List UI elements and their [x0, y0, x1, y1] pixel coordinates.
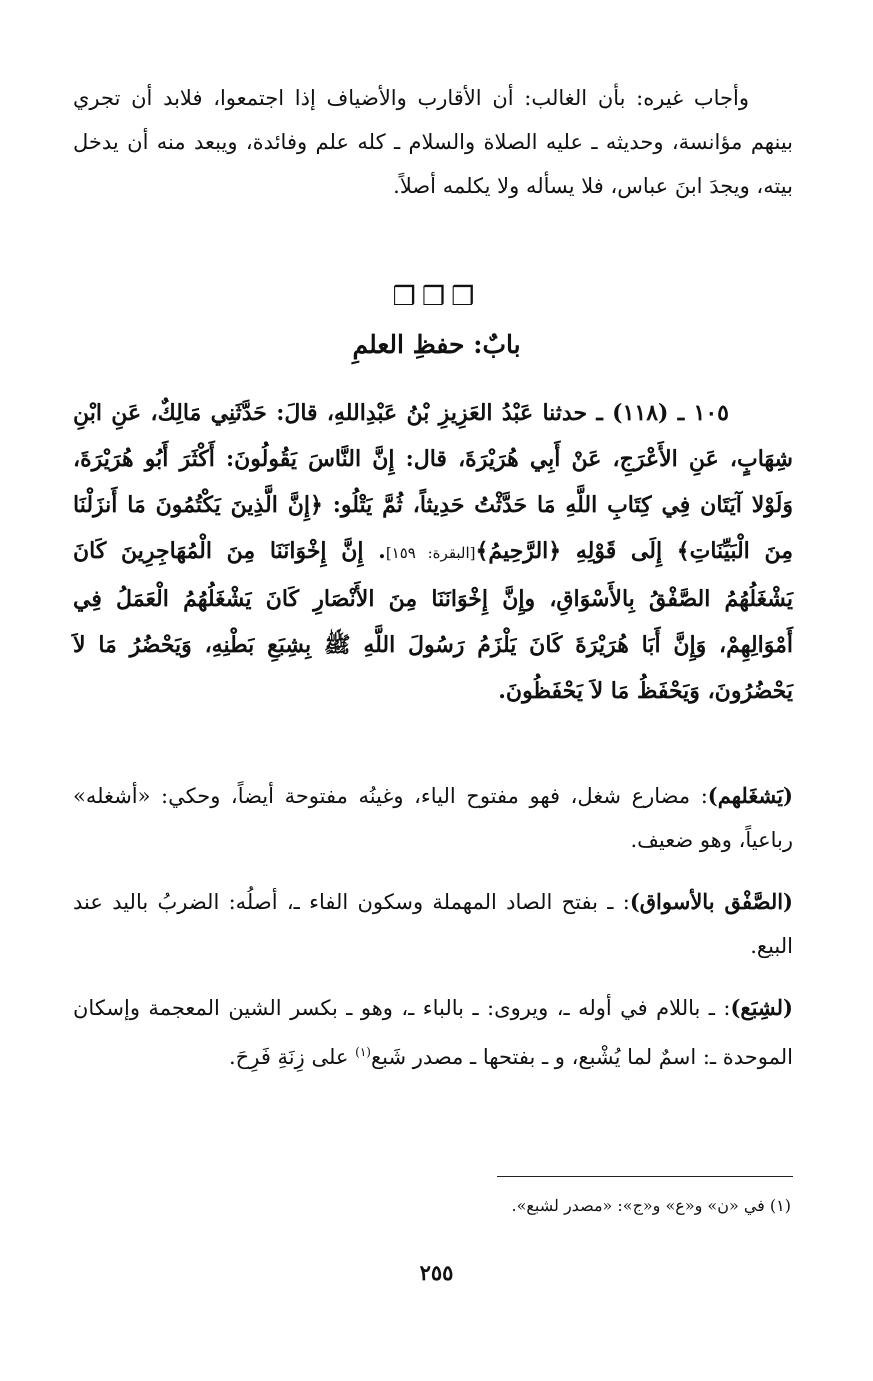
explanation-paragraph: [73, 986, 793, 1079]
explanation-text: : مضارع شغل، فهو مفتوح الياء، وغينُه مفتوحة أيضاً، وحكي: «أشغله» رباعياً، وهو ضعيف.: [73, 784, 793, 852]
explanation-text-after: على زِنَةِ فَرِحَ.: [229, 1045, 356, 1069]
quran-reference: [البقرة: ١٥٩]: [385, 544, 476, 562]
page-number: ٢٥٥: [419, 1260, 454, 1285]
hadith-text-part-c: . إِنَّ إِخْوَانَنَا مِنَ الْمُهَاجِرِينَ كَانَ يَشْغَلُهُمُ الصَّفْقُ بِالأَسْوَاقِ، وإِنَّ إِخْوَانَنَا مِنَ الأَنْصَارِ كَانَ يَشْغَلُهُمُ الْعَمَلُ فِي أَمْوَالِهِمْ، وَإِنَّ أَبَا هُرَيْرَةَ كَانَ يَلْزَمُ رَسُولَ اللَّهِ ﷺ بِشِبَعِ بَطْنِهِ، وَيَحْضُرُ مَا لاَ يَحْضُرُونَ، وَيَحْفَظُ مَا لاَ يَحْفَظُونَ.: [73, 538, 793, 704]
quran-verse-a: ﴿إِنَّ الَّذِينَ يَكْتُمُونَ مَا أَنزَلْنَا مِنَ الْبَيِّنَاتِ﴾: [73, 492, 793, 564]
explanation-term: (لشِبَع): [730, 995, 793, 1020]
footnote-marker: (١): [355, 1045, 371, 1059]
explanation-paragraph: [73, 880, 793, 968]
explanation-term: (الصَّفْق بالأسواق): [629, 889, 793, 914]
intro-paragraph: وأجاب غيره: بأن الغالب: أن الأقارب والأضياف إذا اجتمعوا، فلابد أن تجري بينهم مؤانسة، وحديثه ـ عليه الصلاة والسلام ـ كله علم وفائدة، ويبعد منه أن يدخل بيته، ويجدَ ابنَ عباس، فلا يسأله ولا يكلمه أصلاً.: [73, 86, 793, 198]
footnote-divider: [497, 1176, 793, 1177]
explanation-term: (يَشغَلهم): [707, 783, 793, 808]
hadith-paragraph: [73, 390, 793, 714]
section-ornament: ❒❒❒: [392, 282, 481, 312]
hadith-number: ١٠٥ ـ (١١٨) ـ: [596, 400, 729, 426]
explanation-text: : ـ باللام في أوله ـ، ويروى: ـ بالباء ـ، وهو ـ بكسر الشين المعجمة وإسكان الموحدة ـ: اسمٌ لما يُشْبع، و ـ بفتحها ـ مصدر شَبع: [73, 996, 793, 1069]
quran-verse-b: ﴿الرَّحِيمُ﴾: [475, 538, 562, 564]
explanation-text: : ـ بفتح الصاد المهملة وسكون الفاء ـ، أصلُه: الضربُ باليد عند البيع.: [73, 890, 793, 958]
chapter-title: بابٌ: حفظِ العلمِ: [352, 330, 521, 359]
hadith-text-part-b: إِلَى قَوْلِهِ: [575, 538, 663, 564]
hadith-text-part-a: حدثنا عَبْدُ العَزِيزِ بْنُ عَبْدِاللهِ، قالَ: حَدَّثَنِي مَالِكٌ، عَنِ ابْنِ شِهَابٍ، عَنِ الأَعْرَجِ، عَنْ أَبِي هُرَيْرَةَ، قال: إِنَّ النَّاسَ يَقُولُونَ: أَكْثَرَ أَبُو هُرَيْرَةَ، وَلَوْلا آيَتَان فِي كِتَابِ اللَّهِ مَا حَدَّثْتُ حَدِيثاً، ثُمَّ يَتْلُو:: [73, 400, 793, 518]
explanation-paragraph: [73, 774, 793, 862]
footnote: (١) في «ن» و«ع» و«ج»: «مصدر لشبع».: [511, 1196, 791, 1215]
